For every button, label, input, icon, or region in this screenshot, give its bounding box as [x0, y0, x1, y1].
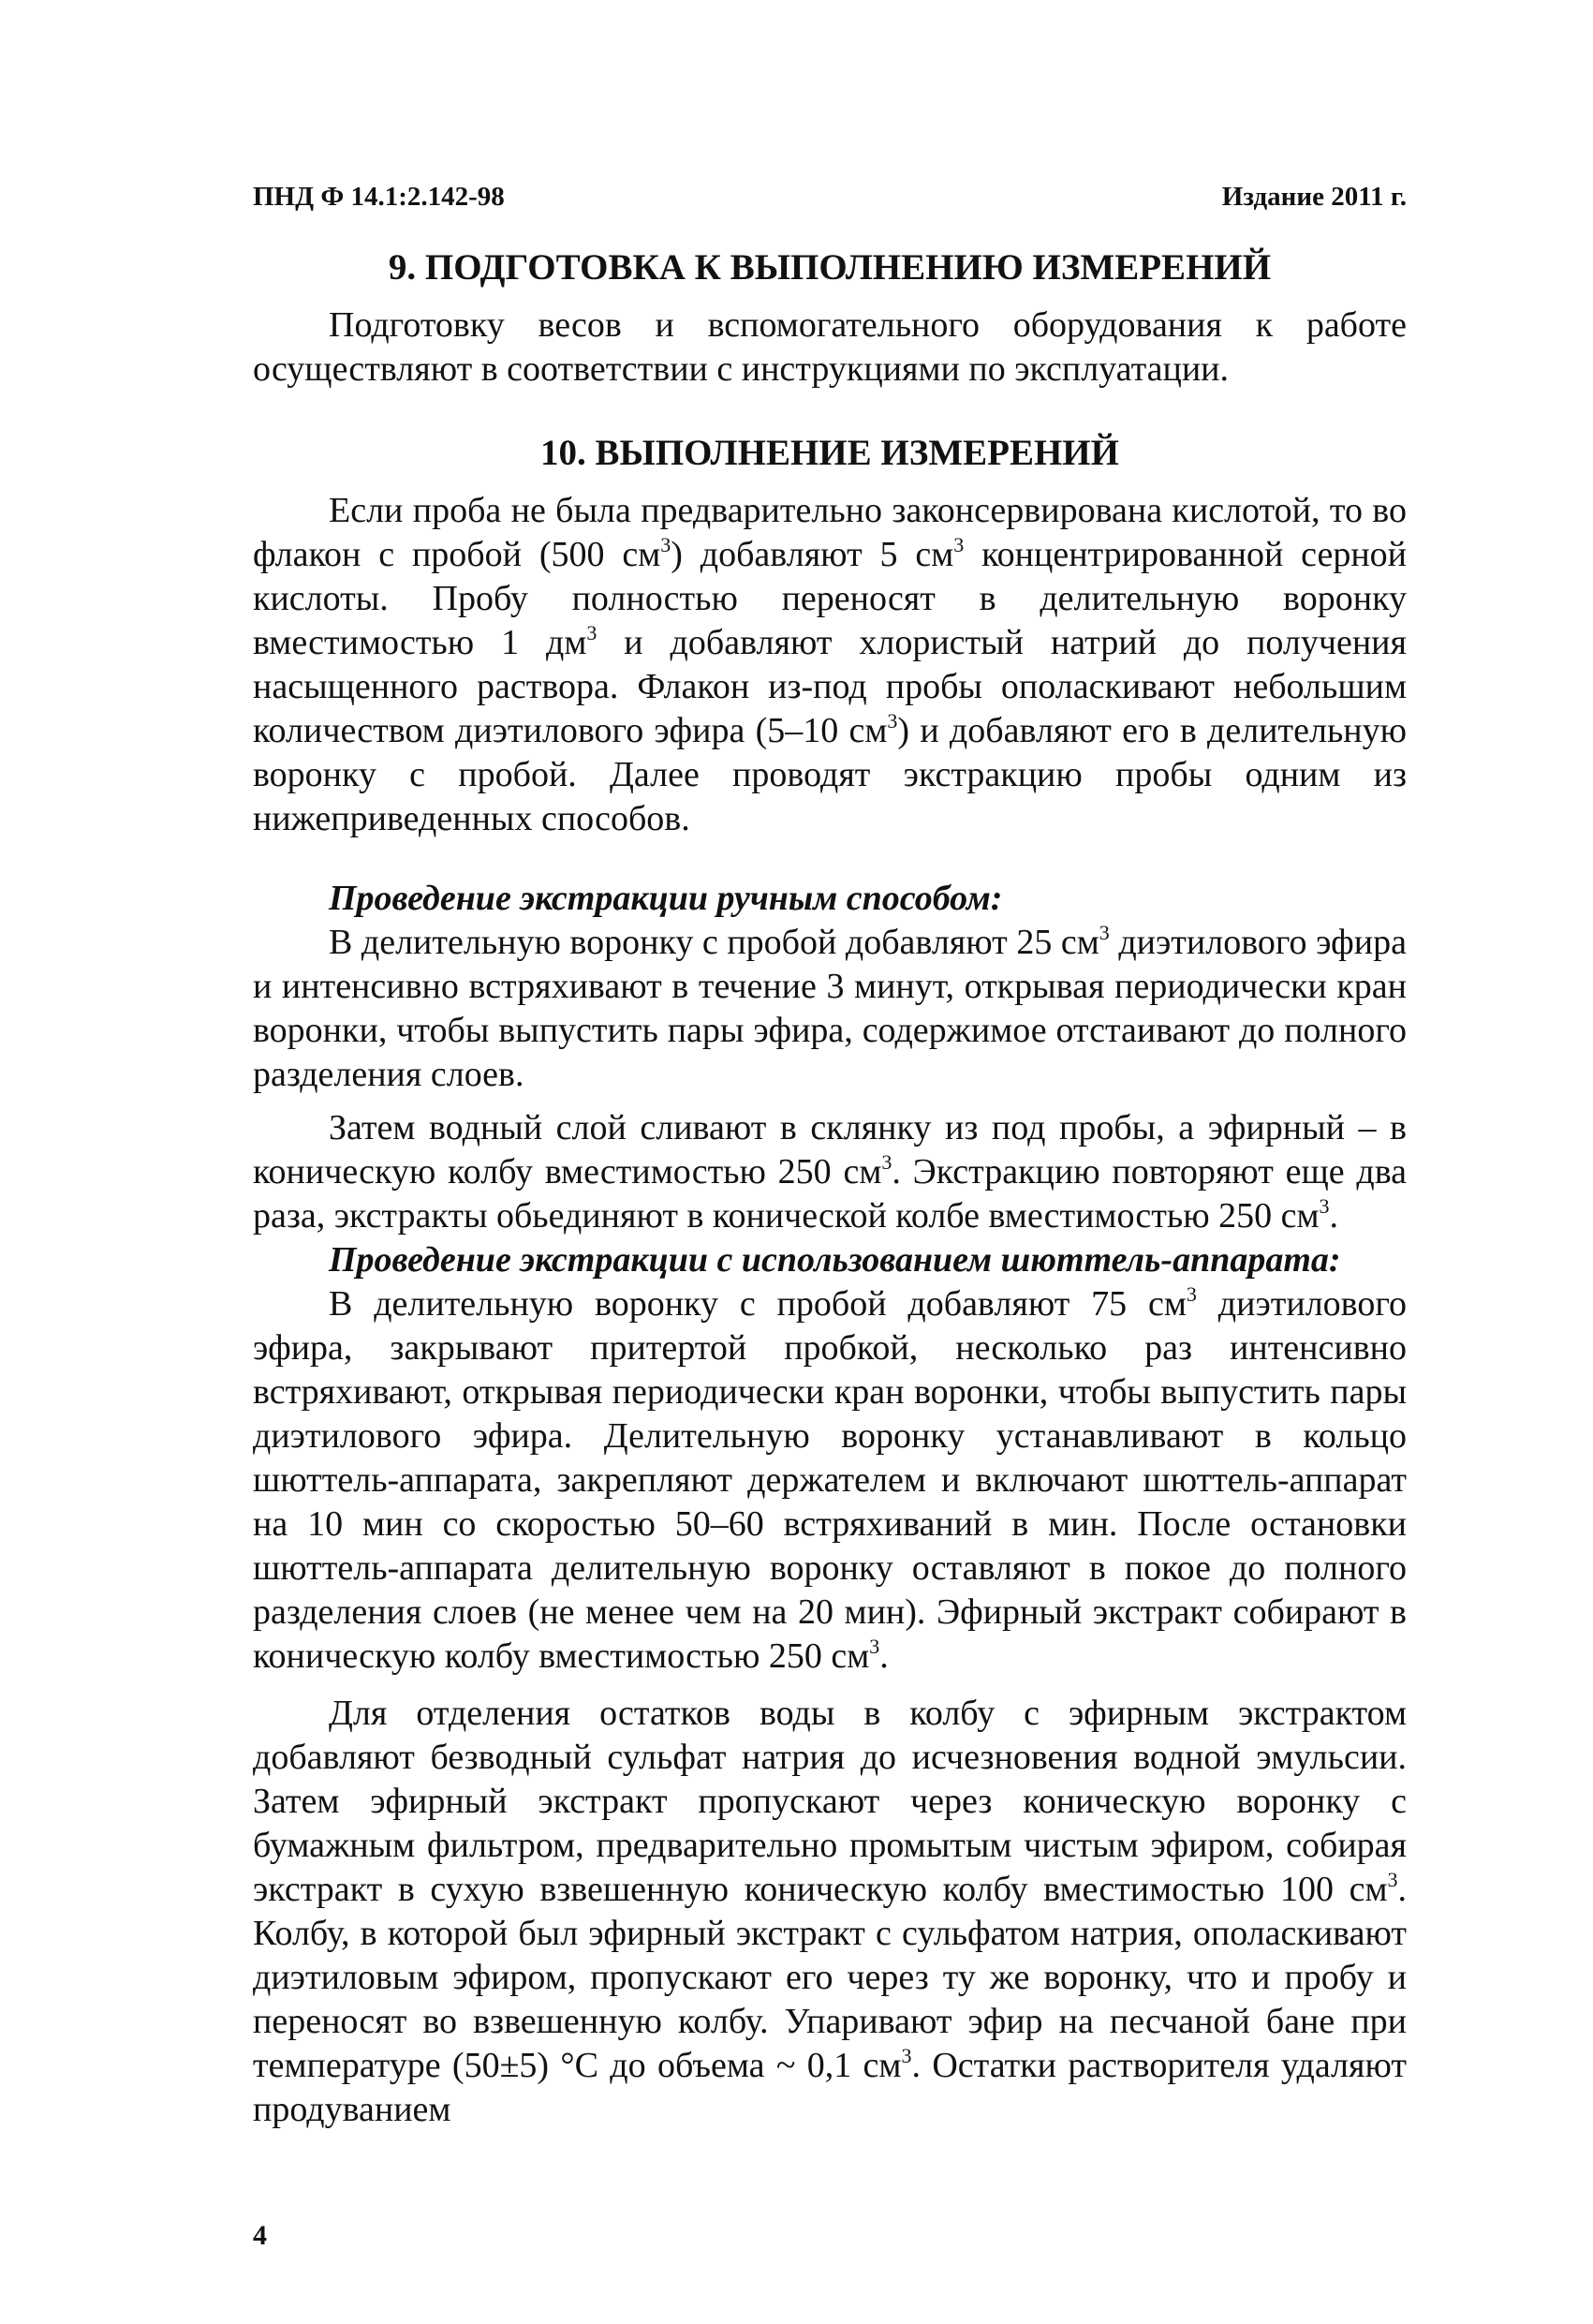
text-segment: ) добавляют 5 см: [671, 535, 954, 574]
text-segment: . Колбу, в которой был эфирный экстракт с сульфатом натрия, ополаскивают диэтиловым эфиром, пропускают его через ту же воронку, что и пробу и переносят во взвешенную колбу. Упаривают эфир на песчаной бане при температуре (50±5) °С до объема ~ 0,1 см: [253, 1870, 1407, 2085]
superscript: 3: [1387, 1868, 1398, 1891]
page-header: [253, 182, 1407, 219]
section-9-title: 9. ПОДГОТОВКА К ВЫПОЛНЕНИЮ ИЗМЕРЕНИЙ: [388, 247, 1272, 288]
edition-label: Издание 2011 г.: [1221, 182, 1407, 212]
text-segment: концентрированной серной кислоты. Пробу полностью переносят в делительную воронку вместимостью 1 дм: [253, 535, 1408, 662]
text-segment: и добавляют хлористый натрий до получения насыщенного раствора. Флакон из-под пробы ополаскивают небольшим количеством диэтилового эфира (5–10 см: [253, 623, 1408, 750]
text-segment: диэтилового эфира и интенсивно встряхивают в течение 3 минут, открывая периодически кран воронки, чтобы выпустить пары эфира, содержимое отстаивают до полного разделения слоев.: [253, 923, 1407, 1094]
text-segment: Если проба не была предварительно законсервирована кислотой, то во флакон с пробой (500 см: [253, 491, 1407, 574]
paragraph-sample-preparation: [253, 489, 1407, 841]
page-body: [253, 240, 1407, 2132]
text-segment: В делительную воронку с пробой добавляют 75 см: [329, 1284, 1187, 1324]
paragraph-drying-evaporation: [253, 1692, 1407, 2132]
text-segment: Для отделения остатков воды в колбу с эфирным экстрактом добавляют безводный сульфат натрия до исчезновения водной эмульсии. Затем эфирный экстракт пропускают через коническую воронку с бумажным фильтром, предварительно промытым чистым эфиром, собирая экстракт в сухую взвешенную коническую колбу вместимостью 100 см: [253, 1694, 1407, 1909]
text-segment: .: [879, 1636, 889, 1676]
superscript: 3: [901, 2044, 912, 2067]
text-segment: диэтилового эфира, закрывают притертой пробкой, несколько раз интенсивно встряхивают, открывая периодически кран воронки, чтобы выпустить пары диэтилового эфира. Делительную воронку устанавливают в кольцо шюттель-аппарата, закрепляют держателем и включают шюттель-аппарат на 10 мин со скоростью 50–60 встряхиваний в мин. После остановки шюттель-аппарата делительную воронку оставляют в покое до полного разделения слоев (не менее чем на 20 мин). Эфирный экстракт собирают в коническую колбу вместимостью 250 см: [253, 1284, 1407, 1676]
manual-extraction-heading: Проведение экстракции ручным способом:: [329, 879, 1003, 918]
page-number: 4: [253, 2220, 267, 2251]
document-code: ПНД Ф 14.1:2.142-98: [253, 182, 505, 212]
shaker-extraction-heading: Проведение экстракции с использованием шюттель-аппарата:: [329, 1240, 1341, 1280]
text-segment: В делительную воронку с пробой добавляют 25 см: [329, 923, 1099, 962]
text-segment: Затем водный слой сливают в склянку из под пробы, а эфирный – в коническую колбу вместимостью 250 см: [253, 1108, 1407, 1192]
superscript: 3: [953, 533, 965, 556]
section-10-title: 10. ВЫПОЛНЕНИЕ ИЗМЕРЕНИЙ: [540, 433, 1119, 473]
superscript: 3: [1099, 921, 1110, 944]
text-segment: .: [1329, 1196, 1339, 1236]
superscript: 3: [1319, 1194, 1330, 1218]
text-segment: ) и добавляют его в делительную воронку с пробой. Далее проводят экстракцию пробы одним из нижеприведенных способов.: [253, 711, 1408, 838]
superscript: 3: [887, 709, 898, 733]
text-segment: . Экстракцию повторяют еще два раза, экстракты обьединяют в конической колбе вместимостью 250 см: [253, 1152, 1407, 1236]
paragraph-manual-extraction: [253, 921, 1407, 1097]
section-9-paragraph: Подготовку весов и вспомогательного оборудования к работе осуществляют в соответствии с инструкциями по эксплуатации.: [253, 305, 1407, 389]
superscript: 3: [1186, 1282, 1197, 1306]
superscript: 3: [881, 1150, 892, 1174]
superscript: 3: [869, 1635, 880, 1658]
text-segment: . Остатки растворителя удаляют продуванием: [253, 2046, 1407, 2129]
paragraph-shaker-extraction: [253, 1282, 1407, 1679]
superscript: 3: [660, 533, 671, 556]
superscript: 3: [586, 621, 597, 644]
paragraph-layer-separation: [253, 1106, 1407, 1238]
